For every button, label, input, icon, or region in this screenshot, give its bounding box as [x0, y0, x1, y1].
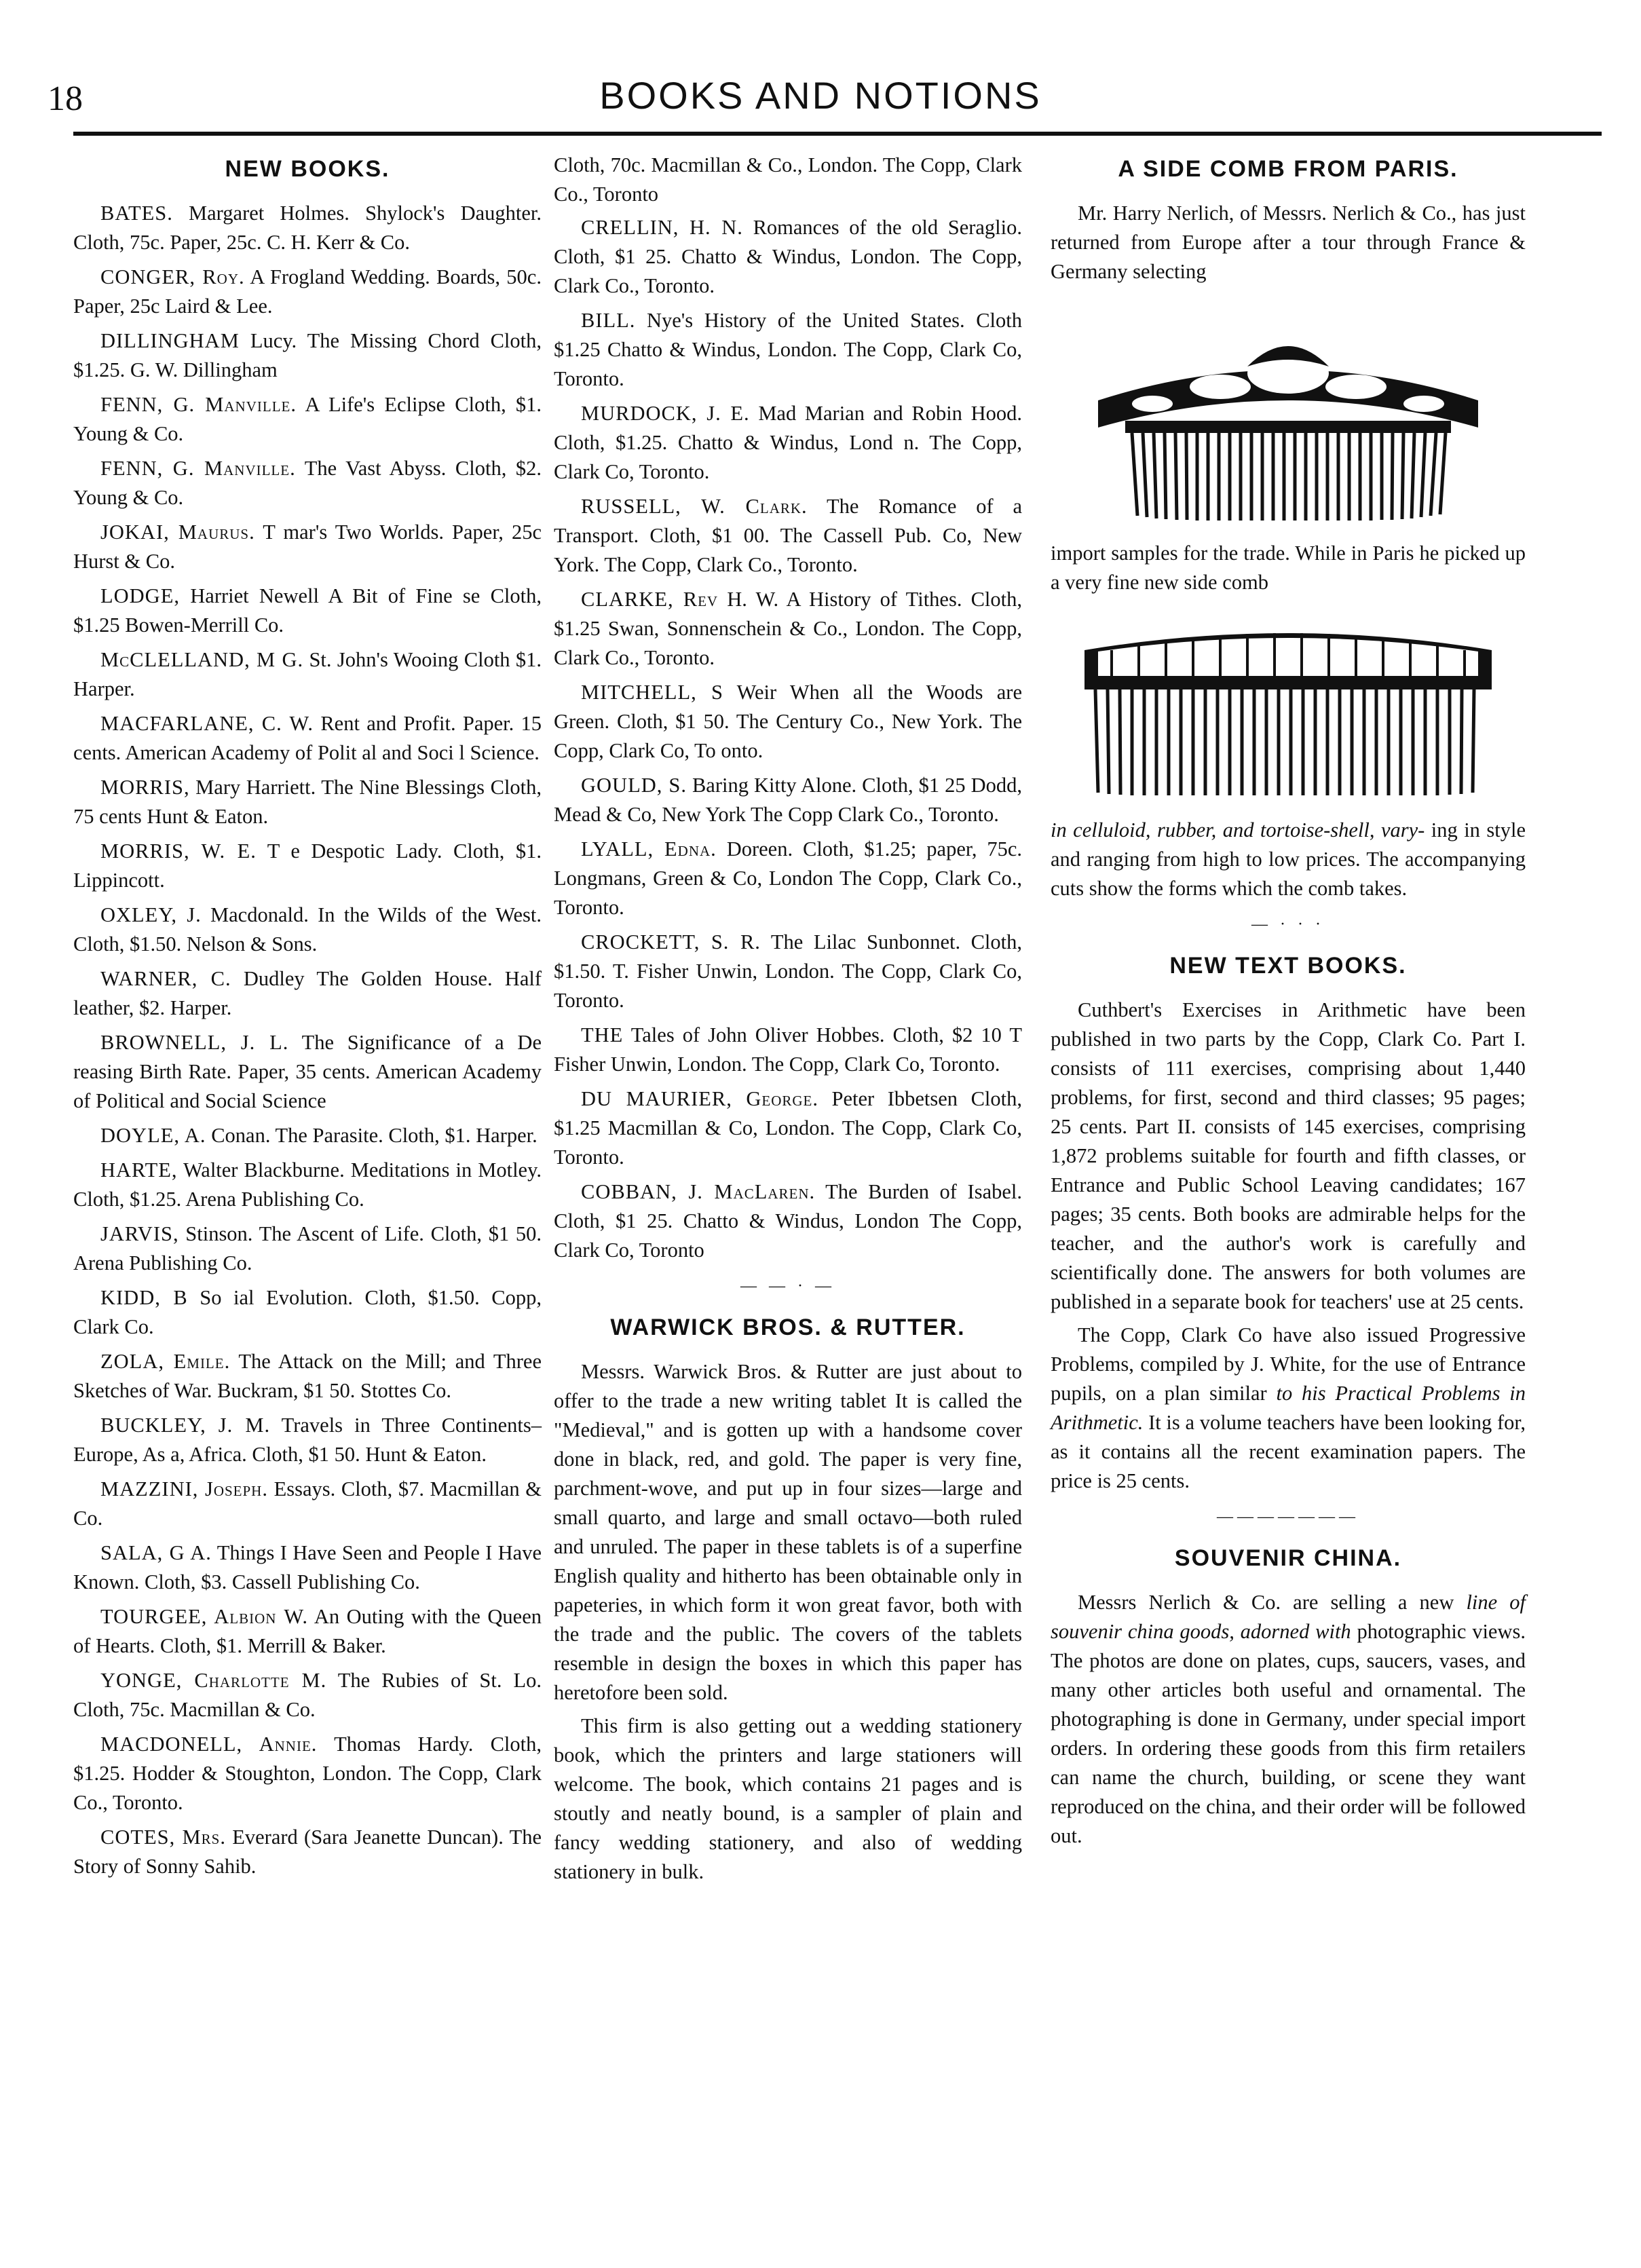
book-entry	[554, 678, 1022, 766]
book-author: LYALL, Edna.	[581, 837, 717, 861]
book-author: RUSSELL, W. Clark.	[581, 495, 808, 518]
book-entry	[73, 709, 542, 768]
book-author: JARVIS,	[100, 1222, 179, 1245]
book-author: BUCKLEY, J. M.	[100, 1414, 271, 1437]
book-entry	[554, 306, 1022, 394]
text-books-p2-a: The Copp, Clark Co have also issued Progressive Problems, compiled by J. White, for the use of Entrance pupils, on a plan similar	[1051, 1323, 1526, 1405]
book-entry	[73, 263, 542, 321]
book-author: FENN, G. Manville.	[100, 393, 297, 416]
book-author: FENN, G. Manville.	[100, 457, 296, 480]
book-entry	[73, 454, 542, 512]
book-author: BILL.	[581, 309, 636, 332]
souvenir-paragraph	[1051, 1588, 1526, 1851]
book-entry	[73, 1475, 542, 1533]
book-list-continued	[554, 213, 1022, 1265]
book-entry	[73, 645, 542, 704]
book-entry	[73, 1823, 542, 1881]
book-entry	[73, 1156, 542, 1214]
book-author: JOKAI, Maurus.	[100, 521, 255, 544]
book-entry	[73, 901, 542, 959]
section-separator: ———————	[1217, 1508, 1359, 1526]
book-entry	[73, 1666, 542, 1724]
book-entry	[73, 199, 542, 257]
book-entry	[73, 326, 542, 385]
book-details: Mad Marian and Robin Hood. Cloth, $1.25. Chatto & Windus, Lond n. The Copp, Clark Co, Toronto.	[554, 402, 1022, 483]
book-entry	[73, 1411, 542, 1469]
book-entry	[554, 492, 1022, 580]
book-entry	[554, 399, 1022, 487]
book-details: Walter Blackburne. Meditations in Motley. Cloth, $1.25. Arena Publishing Co.	[73, 1158, 542, 1211]
book-details: Tales of John Oliver Hobbes. Cloth, $2 10 T Fisher Unwin, London. The Copp, Clark Co, Toronto.	[554, 1023, 1023, 1076]
column-right	[1051, 151, 1526, 1855]
plain-comb-illustration	[1071, 609, 1505, 799]
book-author: WARNER, C.	[100, 967, 231, 990]
book-details: Weir When all the Woods are Green. Cloth, $1 50. The Century Co., New York. The Copp, Clark Co, To onto.	[554, 681, 1022, 762]
book-details: Peter Ibbetsen Cloth, $1.25 Macmillan & Co, London. The Copp, Clark Co, Toronto.	[554, 1087, 1022, 1169]
book-details: Conan. The Parasite. Cloth, $1. Harper.	[211, 1124, 537, 1147]
book-details: Stinson. The Ascent of Life. Cloth, $1 50. Arena Publishing Co.	[73, 1222, 542, 1274]
book-author: CRELLIN, H. N.	[581, 216, 743, 239]
souvenir-p1-italic: line of souvenir china goods, adorned with	[1051, 1591, 1526, 1643]
ornate-comb-illustration	[1084, 299, 1492, 523]
comb-paragraph-1: Mr. Harry Nerlich, of Messrs. Nerlich & Co., has just returned from Europe after a tour through France & Germany selecting	[1051, 202, 1526, 283]
book-entry	[73, 1121, 542, 1150]
section-title-text-books: NEW TEXT BOOKS.	[1169, 953, 1407, 979]
book-author: GOULD, S.	[581, 774, 687, 797]
page-number: 18	[48, 79, 83, 118]
book-details: A Frogland Wedding. Boards, 50c. Paper, 25c Laird & Lee.	[73, 265, 542, 318]
warwick-paragraph-2: This firm is also getting out a wedding stationery book, which the printers and large stationers will welcome. The book, which contains 21 pages and is stoutly and neatly bound, is a sampler of plain and fancy wedding stationery, and also of wedding stationery in bulk.	[554, 1714, 1022, 1883]
book-author: BATES.	[100, 202, 173, 225]
book-entry	[554, 1177, 1022, 1265]
book-author: MURDOCK, J. E.	[581, 402, 750, 425]
text-books-paragraph-1: Cuthbert's Exercises in Arithmetic have been published in two parts by the Copp, Clark Co. Part I. consists of 111 exercises, comprising about 1,440 problems, for first, second and third classes; 95 pages; 25 cents. Part II. consists of 145 exercises, comprising 1,872 problems suitable for fourth and fifth classes, or Entrance and Public School Leaving candidates; 167 pages; 35 cents. Both books are admirable helps for the teacher, and the author's work is carefully and scientifically done. The answers for both volumes are published in a separate book for teachers' use at 25 cents.	[1051, 998, 1526, 1313]
book-author: KIDD, B	[100, 1286, 188, 1309]
warwick-paragraph-1: Messrs. Warwick Bros. & Rutter are just about to offer to the trade a new writing tablet It is called the "Medieval," and is gotten up with a handsome cover done in black, red, and gold. The paper is very fine, parchment-wove, and put up in four sizes—large and small quarto, and large and small octavo—both ruled and unruled. The paper in these tablets is of a superfine English quality and hitherto has been obtainable only in papeteries, in which form it won great favor, both with the trade and the public. The covers of the tablets resemble in design the boxes in which this paper has heretofore been sold.	[554, 1360, 1022, 1704]
book-details: Things I Have Seen and People I Have Known. Cloth, $3. Cassell Publishing Co.	[73, 1541, 542, 1593]
comb-paragraph-2: import samples for the trade. While in Paris he picked up a very fine new side comb	[1051, 542, 1526, 594]
header-rule	[73, 132, 1602, 136]
book-details: Margaret Holmes. Shylock's Daughter. Cloth, 75c. Paper, 25c. C. H. Kerr & Co.	[73, 202, 542, 254]
book-details: The Significance of a De reasing Birth Rate. Paper, 35 cents. American Academy of Political and Social Science	[73, 1031, 542, 1112]
souvenir-p1-a: Messrs Nerlich & Co. are selling a new	[1078, 1591, 1467, 1614]
book-entry	[73, 1220, 542, 1278]
column-middle	[554, 151, 1022, 1891]
book-details: Dudley The Golden House. Half leather, $2. Harper.	[73, 967, 542, 1019]
section-title-warwick: WARWICK BROS. & RUTTER.	[610, 1315, 966, 1340]
book-author: OXLEY, J.	[100, 903, 202, 926]
book-details: The Rubies of St. Lo. Cloth, 75c. Macmillan & Co.	[73, 1669, 542, 1721]
book-details: Rent and Profit. Paper. 15 cents. American Academy of Polit al and Soci l Science.	[73, 712, 542, 764]
book-details: So ial Evolution. Cloth, $1.50. Copp, Clark Co.	[73, 1286, 542, 1338]
book-details: Macdonald. In the Wilds of the West. Cloth, $1.50. Nelson & Sons.	[73, 903, 542, 956]
book-details: Travels in Three Continents– Europe, As a, Africa. Cloth, $1 50. Hunt & Eaton.	[73, 1414, 542, 1466]
book-author: COTES, Mrs.	[100, 1826, 226, 1849]
book-details: Doreen. Cloth, $1.25; paper, 75c. Longmans, Green & Co, London The Copp, Clark Co., Toronto.	[554, 837, 1023, 919]
book-entry	[73, 837, 542, 895]
book-details: T mar's Two Worlds. Paper, 25c Hurst & Co.	[73, 521, 542, 573]
section-title-new-books: NEW BOOKS.	[225, 156, 390, 182]
book-entry	[554, 585, 1022, 673]
comb-paragraph-3-italic: in celluloid, rubber, and tortoise-shell, vary-	[1051, 818, 1425, 842]
book-entry	[73, 518, 542, 576]
book-details: Mary Harriett. The Nine Blessings Cloth, 75 cents Hunt & Eaton.	[73, 776, 542, 828]
book-entry	[73, 773, 542, 831]
book-entry	[554, 1021, 1022, 1079]
book-list	[73, 199, 542, 1881]
book-details: The Burden of Isabel. Cloth, $1 25. Chatto & Windus, London The Copp, Clark Co, Toronto	[554, 1180, 1022, 1262]
book-entry	[73, 1028, 542, 1116]
section-title-side-comb: A SIDE COMB FROM PARIS.	[1118, 156, 1458, 182]
text-books-p2-italic: to his Practical Problems in Arithmetic.	[1051, 1382, 1526, 1434]
section-title-souvenir-china: SOUVENIR CHINA.	[1174, 1545, 1402, 1571]
book-details: Harriet Newell A Bit of Fine se Cloth, $1.25 Bowen-Merrill Co.	[73, 584, 542, 637]
book-author: CROCKETT, S. R.	[581, 930, 761, 953]
book-author: MACDONELL, Annie.	[100, 1733, 318, 1756]
text-books-paragraph-2	[1051, 1321, 1526, 1496]
book-author: BROWNELL, J. L.	[100, 1031, 289, 1054]
book-author: CLARKE, Rev	[581, 588, 719, 611]
book-details: An Outing with the Queen of Hearts. Cloth, $1. Merrill & Baker.	[73, 1605, 542, 1657]
book-entry	[554, 213, 1022, 301]
book-details: Baring Kitty Alone. Cloth, $1 25 Dodd, Mead & Co, New York The Copp Clark Co., Toronto.	[554, 774, 1022, 826]
book-entry	[554, 835, 1022, 922]
book-details: Lucy. The Missing Chord Cloth, $1.25. G. W. Dillingham	[73, 329, 542, 381]
book-author: TOURGEE, Albion W.	[100, 1605, 308, 1628]
book-details: Nye's History of the United States. Cloth $1.25 Chatto & Windus, London. The Copp, Clark Co, Toronto.	[554, 309, 1022, 390]
book-entry	[73, 964, 542, 1023]
book-entry	[554, 1084, 1022, 1172]
book-entry	[554, 771, 1022, 829]
souvenir-p1-b: photographic views. The photos are done on plates, cups, saucers, vases, and many other articles both useful and ornamental. The photographing is done in Germany, under special import orders. In ordering these goods from this firm retailers can name the church, building, or scene they want reproduced on the china, and their order will be followed out.	[1051, 1620, 1526, 1847]
book-details: A Life's Eclipse Cloth, $1. Young & Co.	[73, 393, 542, 445]
page-header	[0, 0, 1641, 136]
book-details: The Lilac Sunbonnet. Cloth, $1.50. T. Fisher Unwin, London. The Copp, Clark Co, Toronto.	[554, 930, 1022, 1012]
book-entry	[73, 1602, 542, 1661]
book-entry	[73, 1730, 542, 1817]
running-head: BOOKS AND NOTIONS	[599, 74, 1042, 117]
book-author: THE	[581, 1023, 624, 1046]
book-entry	[73, 390, 542, 449]
book-entry	[73, 1347, 542, 1405]
book-author: COBBAN, J. MacLaren.	[581, 1180, 816, 1203]
book-details: St. John's Wooing Cloth $1. Harper.	[73, 648, 542, 700]
continuation-text: Cloth, 70c. Macmillan & Co., London. The Copp, Clark Co., Toronto	[554, 153, 1022, 206]
section-separator: — — · —	[740, 1277, 835, 1295]
book-details: The Romance of a Transport. Cloth, $1 00. The Cassell Pub. Co, New York. The Copp, Clark Co., Toronto.	[554, 495, 1022, 576]
book-entry	[73, 582, 542, 640]
book-author: McCLELLAND, M G.	[100, 648, 304, 671]
book-details: T e Despotic Lady. Cloth, $1. Lippincott.	[73, 839, 542, 892]
book-author: LODGE,	[100, 584, 180, 607]
book-entry	[554, 928, 1022, 1015]
book-details: Thomas Hardy. Cloth, $1.25. Hodder & Stoughton, London. The Copp, Clark Co., Toronto.	[73, 1733, 542, 1814]
book-author: YONGE, Charlotte M.	[100, 1669, 327, 1692]
book-author: SALA, G A.	[100, 1541, 212, 1564]
book-details: Romances of the old Seraglio. Cloth, $1 25. Chatto & Windus, London. The Copp, Clark Co., Toronto.	[554, 216, 1022, 297]
text-books-p2-b: It is a volume teachers have been looking for, as it contains all the recent examination papers. The price is 25 cents.	[1051, 1411, 1526, 1492]
book-author: MACFARLANE, C. W.	[100, 712, 314, 735]
book-entry	[73, 1538, 542, 1597]
book-author: HARTE,	[100, 1158, 178, 1182]
comb-paragraph-3-rest: ing in style and ranging from high to low prices. The accompanying cuts show the forms which the comb takes.	[1051, 818, 1526, 900]
section-separator: — · · ·	[1251, 915, 1325, 933]
book-author: MAZZINI, Joseph.	[100, 1477, 268, 1500]
book-author: MITCHELL, S	[581, 681, 723, 704]
book-author: MORRIS,	[100, 776, 190, 799]
book-details: H. W. A History of Tithes. Cloth, $1.25 Swan, Sonnenschein & Co., London. The Copp, Clark Co., Toronto.	[554, 588, 1023, 669]
book-author: MORRIS, W. E.	[100, 839, 257, 863]
book-author: DILLINGHAM	[100, 329, 240, 352]
book-author: ZOLA, Emile.	[100, 1350, 231, 1373]
book-author: DU MAURIER, George.	[581, 1087, 819, 1110]
book-details: The Attack on the Mill; and Three Sketches of War. Buckram, $1 50. Stottes Co.	[73, 1350, 542, 1402]
book-details: The Vast Abyss. Cloth, $2. Young & Co.	[73, 457, 542, 509]
book-author: DOYLE, A.	[100, 1124, 206, 1147]
book-entry	[73, 1283, 542, 1342]
column-new-books	[73, 151, 542, 1887]
book-author: CONGER, Roy.	[100, 265, 245, 288]
book-details: Everard (Sara Jeanette Duncan). The Story of Sonny Sahib.	[73, 1826, 542, 1878]
book-details: Essays. Cloth, $7. Macmillan & Co.	[73, 1477, 542, 1530]
comb-paragraph-3	[1051, 816, 1526, 903]
